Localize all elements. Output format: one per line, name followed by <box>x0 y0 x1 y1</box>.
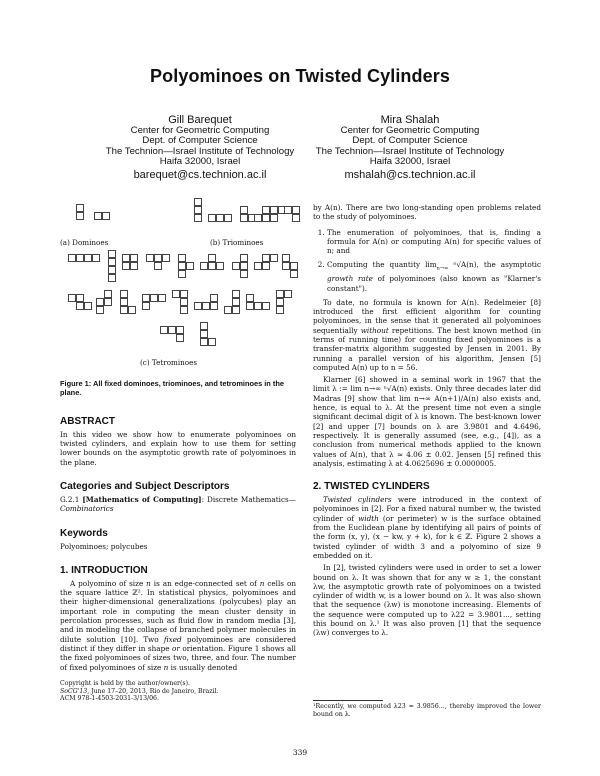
intro-text: fixed <box>163 634 182 644</box>
list-item-text: of polyominoes (also known as "Klarner's constant"). <box>327 274 541 293</box>
paragraph-text: were introduced in the context of polyominoes in [2]. For a fixed natural number w, the twisted cylinder of <box>313 495 541 523</box>
figure-caption-text: All fixed dominoes, triominoes, and tetrominoes in the plane. <box>60 379 284 398</box>
author-block-2 <box>285 115 535 181</box>
caption-dominoes: (a) Dominoes <box>60 238 109 247</box>
author-name: Mira Shalah <box>380 114 440 126</box>
author-affiliation: The Technion—Israel Institute of Technology <box>105 145 295 157</box>
intro-text: A polyomino of size <box>70 578 147 588</box>
list-item-text: ⁿ√A(n), the asymptotic <box>448 260 542 270</box>
abstract-heading: ABSTRACT <box>60 415 115 427</box>
intro-text: or <box>172 643 180 653</box>
page-number: 339 <box>292 748 308 757</box>
copyright-venue: SoCG'13, <box>60 687 90 695</box>
intro-text: polyominoes are considered distinct if they differ in shape <box>60 634 296 653</box>
right-paragraph <box>313 298 541 372</box>
paper-title: Polyominoes on Twisted Cylinders <box>150 66 450 86</box>
keywords-text: Polyominoes; polycubes <box>60 541 148 551</box>
footnote: ¹Recently, we computed λ23 = 3.9856..., thereby improved the lower bound on λ. <box>313 703 541 718</box>
categories-bracket: [Mathematics of Computing] <box>82 495 202 504</box>
author-affiliation: Dept. of Computer Science <box>142 135 258 147</box>
categories-text <box>60 495 296 514</box>
intro-text: orientation. Figure 1 shows all the fixed polyominoes of sizes two, three, and four. The number of fixed polyominoes of size <box>60 643 296 672</box>
list-item: 2. Computing the quantity $\lim_{n\to\infty} ^n√A(n)$, the asymptotic growth rate of polyominoes (also known as "Klarner's constant"). <box>327 260 541 292</box>
paragraph-text: without <box>360 325 389 335</box>
copyright-line <box>60 688 296 696</box>
author-affiliation: Center for Geometric Computing <box>130 124 270 136</box>
categories-rest: : Discrete Mathematics— <box>201 495 296 504</box>
figure-caption-label: Figure 1: <box>60 379 92 388</box>
problem-list <box>313 228 541 293</box>
left-column <box>60 379 296 672</box>
paragraph-text: To date, no formula is known for A(n). Redelmeier [8] introduced the first efficient algorithm for counting polyominoes, in the sense that it generated all polyominoes sequentially <box>313 297 541 335</box>
paragraph-text: (or perimeter) w is the surface obtained from the Euclidean plane by identifying all pairs of points of the form (x, y), (x − kw, y + k), for k ∈ ℤ. Figure 2 shows a twisted cylinder of width 3 and a polyomino of size 9 embedded on it. <box>313 513 541 560</box>
author-affiliation: Haifa 32000, Israel <box>159 156 241 168</box>
abstract-text: In this video we show how to enumerate polyominoes on twisted cylinders, and explain how to use them for setting lower bounds on the asymptotic growth rate of polyominoes in the plane. <box>60 429 296 467</box>
list-item: 1. The enumeration of polyominoes, that is, finding a formula for A(n) or computing A(n) for specific values of n; and <box>327 228 541 256</box>
section2-heading: 2. TWISTED CYLINDERS <box>313 481 430 493</box>
figure-1 <box>60 198 296 374</box>
paragraph-text: width <box>358 513 379 523</box>
copyright-line: ACM 978-1-4503-2031-3/13/06. <box>60 695 159 703</box>
categories-italic: Combinatorics <box>60 504 114 514</box>
author-email: barequet@cs.technion.ac.il <box>133 168 267 181</box>
right-paragraph: Klarner [6] showed in a seminal work in 1967 that the limit λ := lim n→∞ ⁿ√A(n) exists. Only three decades later did Madras [9] show that lim n→∞ A(n+1)/A(n) also exists and, hence, is equal to λ. At the present time not even a single significant decimal digit of λ is known. The best-known lower [2] and upper [7] bounds on λ are 3.9801 and 4.6496, respectively. It is generally assumed (see, e.g., [4]), as a conclusion from numerical methods applied to the known values of A(n), that λ ≈ 4.06 ± 0.02. Jensen [5] refined this analysis, estimating λ at 4.0625696 ± 0.0000005. <box>313 375 541 468</box>
categories-heading: Categories and Subject Descriptors <box>60 481 230 492</box>
caption-tetrominoes: (c) Tetrominoes <box>140 358 198 367</box>
author-affiliation: The Technion—Israel Institute of Technology <box>315 145 505 157</box>
paragraph-text: repetitions. The best known method (in terms of running time) for counting fixed polyominoes is a transfer-matrix algorithm suggested by Jensen in 2001. By running a parallel version of his algorithm, Jensen [5] computed A(n) up to n = 56. <box>313 325 541 372</box>
caption-triominoes: (b) Triominoes <box>210 238 264 247</box>
copyright-dates: June 17–20, 2013, Rio de Janeiro, Brazil. <box>89 687 219 695</box>
author-affiliation: Center for Geometric Computing <box>340 124 480 136</box>
author-affiliation: Dept. of Computer Science <box>352 135 468 147</box>
intro-text: cells on the square lattice ℤ². In statistical physics, polyominoes and their higher-dimensional generalizations (polycubes) play an important role in computing the mean cluster density in percolation processes, such as fluid flow in random media [3], and in modeling the collapse of branched polymer molecules in dilute solution [10]. Two <box>60 578 296 644</box>
copyright-block <box>60 680 296 703</box>
copyright-line: Copyright is held by the author/owner(s). <box>60 680 190 687</box>
right-column <box>313 203 541 638</box>
footnote-rule <box>313 700 383 701</box>
figure-caption <box>60 379 296 398</box>
right-paragraph: In [2], twisted cylinders were used in order to set a lower bound on λ. It was shown that for any w ≥ 1, the constant λw, the asymptotic growth rate of polyominoes on a twisted cylinder of width w, is a lower bound on λ. It was also shown that the sequence (λw) is monotone increasing. Elements of the sequence were computed up to λ22 = 3.9801..., setting this bound on λ.¹ It was also proven [1] that the sequence (λw) converges to λ. <box>313 563 541 638</box>
keywords-heading: Keywords <box>60 527 108 539</box>
right-paragraph: by A(n). There are two long-standing open problems related to the study of polyominoes. <box>313 203 541 222</box>
intro-paragraph: A polyomino of size n is an edge-connected set of n cells on the square lattice ℤ². In statistical physics, polyominoes and their higher-dimensional generalizations (polycubes) play an important role in computing the mean cluster density in percolation processes, such as fluid flow in random media [3], and in modeling the collapse of branched polymer molecules in dilute solution [10]. Two fixed polyominoes are considered distinct if they differ in shape or orientation. Figure 1 shows all the fixed polyominoes of sizes two, three, and four. The number of fixed polyominoes of size n is usually denoted <box>60 578 296 672</box>
intro-text: is an edge-connected set of <box>150 578 260 588</box>
author-affiliation: Haifa 32000, Israel <box>369 156 451 168</box>
intro-text: is usually denoted <box>168 662 238 672</box>
author-name: Gill Barequet <box>168 114 232 126</box>
author-email: mshalah@cs.technion.ac.il <box>344 168 476 181</box>
paragraph-text: Twisted cylinders <box>323 495 392 505</box>
list-item-text: growth rate <box>327 274 373 284</box>
right-paragraph <box>313 495 541 560</box>
intro-heading: 1. INTRODUCTION <box>60 564 148 576</box>
categories-code: G.2.1 <box>60 495 80 504</box>
list-item-text: Computing the quantity lim <box>327 260 437 270</box>
